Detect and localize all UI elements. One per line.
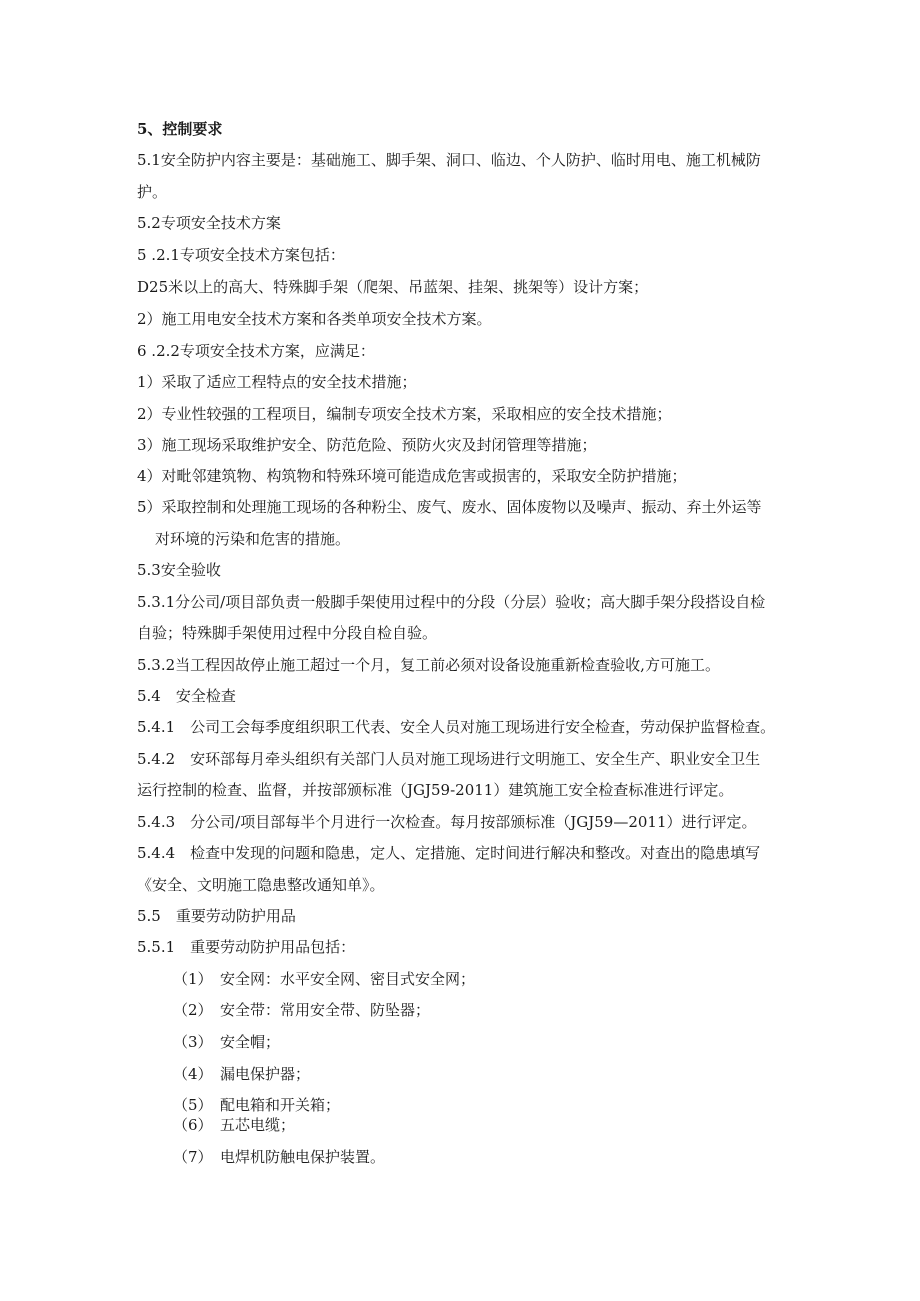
text-line: 4）对毗邻建筑物、构筑物和特殊环境可能造成危害或损害的，采取安全防护措施； xyxy=(137,467,687,485)
text-line: 5.4.1 公司工会每季度组织职工代表、安全人员对施工现场进行安全检查，劳动保护监督检查。 xyxy=(137,718,776,736)
list-item: （4） 漏电保护器； xyxy=(173,1065,311,1083)
text-line: 5.3.2当工程因故停止施工超过一个月，复工前必须对设备设施重新检查验收,方可施工。 xyxy=(137,656,720,674)
text-line: 自验；特殊脚手架使用过程中分段自检自验。 xyxy=(137,624,438,642)
list-item: （6） 五芯电缆； xyxy=(173,1116,296,1134)
text-line: 6 .2.2专项安全技术方案，应满足： xyxy=(137,342,375,360)
list-item: （5） 配电箱和开关箱； xyxy=(173,1096,341,1114)
text-line: 5.1安全防护内容主要是：基础施工、脚手架、洞口、临边、个人防护、临时用电、施工机械防 xyxy=(137,151,761,169)
text-line: 1）采取了适应工程特点的安全技术措施； xyxy=(137,373,417,391)
list-item: （3） 安全帽； xyxy=(173,1033,281,1051)
text-line: 5）采取控制和处理施工现场的各种粉尘、废气、废水、固体废物以及噪声、振动、弃土外运等 xyxy=(137,498,762,516)
text-line: 3）施工现场采取维护安全、防范危险、预防火灾及封闭管理等措施； xyxy=(137,436,597,454)
text-line: 2）专业性较强的工程项目，编制专项安全技术方案，采取相应的安全技术措施； xyxy=(137,405,672,423)
list-item: （1） 安全网：水平安全网、密目式安全网； xyxy=(173,970,476,988)
section-title: 5、控制要求 xyxy=(137,120,223,138)
list-item: （7） 电焊机防触电保护装置。 xyxy=(173,1148,386,1166)
text-line: 5.4.4 检查中发现的问题和隐患，定人、定措施、定时间进行解决和整改。对查出的隐患填写 xyxy=(137,844,761,862)
text-line: 5 .2.1专项安全技术方案包括： xyxy=(137,246,345,264)
text-line: 5.5 重要劳动防护用品 xyxy=(137,907,296,925)
text-line: 5.3.1分公司/项目部负责一般脚手架使用过程中的分段（分层）验收；高大脚手架分段搭设自检 xyxy=(137,593,766,611)
text-line: 《安全、文明施工隐患整改通知单》。 xyxy=(137,876,385,894)
list-item: （2） 安全带：常用安全带、防坠器； xyxy=(173,1001,431,1019)
text-line: 2）施工用电安全技术方案和各类单项安全技术方案。 xyxy=(137,310,492,328)
text-line: D25米以上的高大、特殊脚手架（爬架、吊蓝架、挂架、挑架等）设计方案； xyxy=(137,278,649,296)
text-line: 5.2专项安全技术方案 xyxy=(137,214,281,232)
text-line: 运行控制的检查、监督，并按部颁标准（JGJ59-2011）建筑施工安全检查标准进行评定。 xyxy=(137,781,734,799)
text-line: 5.4 安全检查 xyxy=(137,687,236,705)
text-line: 5.5.1 重要劳动防护用品包括： xyxy=(137,938,356,956)
text-line: 5.4.3 分公司/项目部每半个月进行一次检查。每月按部颁标准（JGJ59—2011）进行评定。 xyxy=(137,813,757,831)
text-line: 5.4.2 安环部每月牵头组织有关部门人员对施工现场进行文明施工、安全生产、职业安全卫生 xyxy=(137,750,761,768)
text-line: 5.3安全验收 xyxy=(137,561,221,579)
text-line: 对环境的污染和危害的措施。 xyxy=(155,530,351,548)
text-line: 护。 xyxy=(137,183,168,201)
